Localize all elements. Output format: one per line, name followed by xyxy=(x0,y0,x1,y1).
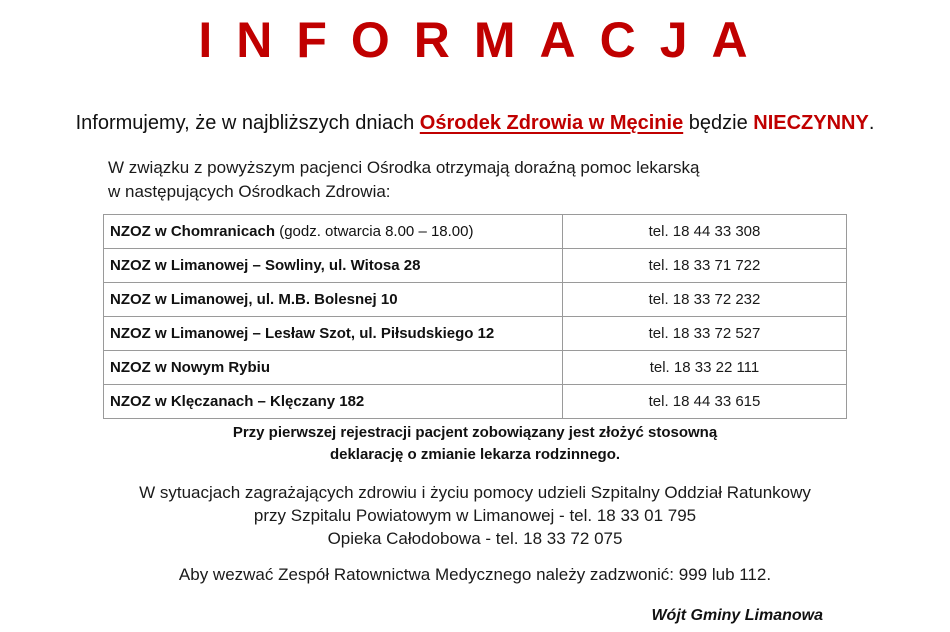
table-row xyxy=(104,249,847,283)
table-row xyxy=(104,283,847,317)
center-name: NZOZ w Limanowej – Sowliny, ul. Witosa 28 xyxy=(110,257,421,274)
closed-center-name: Ośrodek Zdrowia w Męcinie xyxy=(419,112,684,134)
center-name: NZOZ w Klęczanach – Klęczany 182 xyxy=(110,393,365,410)
registration-line-1: Przy pierwszej rejestracji pacjent zobowiązany jest złożyć stosowną xyxy=(232,424,718,441)
center-phone: tel. 18 33 72 527 xyxy=(563,317,847,351)
page-title: INFORMACJA xyxy=(198,12,772,68)
center-phone: tel. 18 44 33 308 xyxy=(563,215,847,249)
center-name-cell xyxy=(104,385,563,419)
center-name-cell xyxy=(104,215,563,249)
intro-middle: będzie xyxy=(683,112,754,134)
center-phone: tel. 18 33 72 232 xyxy=(563,283,847,317)
registration-line-2: deklarację o zmianie lekarza rodzinnego. xyxy=(329,446,621,463)
center-name: NZOZ w Nowym Rybiu xyxy=(110,359,271,376)
table-row xyxy=(104,317,847,351)
emergency-line-2: przy Szpitalu Powiatowym w Limanowej - tel. 18 33 01 795 xyxy=(253,506,697,525)
emergency-line-1: W sytuacjach zagrażających zdrowiu i życiu pomocy udzieli Szpitalny Oddział Ratunkowy xyxy=(139,483,811,502)
closure-announcement xyxy=(0,110,950,136)
table-row xyxy=(104,215,847,249)
signature: Wójt Gminy Limanowa xyxy=(651,607,823,624)
center-name-cell xyxy=(104,317,563,351)
alternative-care-intro xyxy=(108,156,699,204)
center-name-cell xyxy=(104,283,563,317)
center-name: NZOZ w Chomranicach xyxy=(110,223,276,240)
table-row xyxy=(104,385,847,419)
center-name-cell xyxy=(104,249,563,283)
subintro-line-2: w następujących Ośrodkach Zdrowia: xyxy=(108,182,391,201)
subintro-line-1: W związku z powyższym pacjenci Ośrodka otrzymają doraźną pomoc lekarską xyxy=(108,158,700,177)
registration-notice xyxy=(0,422,950,466)
center-name: NZOZ w Limanowej – Lesław Szot, ul. Piłsudskiego 12 xyxy=(110,325,495,342)
center-hours-note: (godz. otwarcia 8.00 – 18.00) xyxy=(275,223,474,240)
center-name: NZOZ w Limanowej, ul. M.B. Bolesnej 10 xyxy=(110,291,398,308)
center-phone: tel. 18 44 33 615 xyxy=(563,385,847,419)
closed-status: NIECZYNNY xyxy=(753,112,869,134)
ambulance-info: Aby wezwać Zespół Ratownictwa Medycznego należy zadzwonić: 999 lub 112. xyxy=(178,565,772,584)
health-centers-table xyxy=(103,214,847,419)
emergency-line-3: Opieka Całodobowa - tel. 18 33 72 075 xyxy=(327,529,623,548)
emergency-info xyxy=(0,481,950,550)
center-phone: tel. 18 33 22 111 xyxy=(563,351,847,385)
center-phone: tel. 18 33 71 722 xyxy=(563,249,847,283)
intro-suffix: . xyxy=(868,112,875,134)
intro-prefix: Informujemy, że w najbliższych dniach xyxy=(75,112,420,134)
table-row xyxy=(104,351,847,385)
center-name-cell xyxy=(104,351,563,385)
